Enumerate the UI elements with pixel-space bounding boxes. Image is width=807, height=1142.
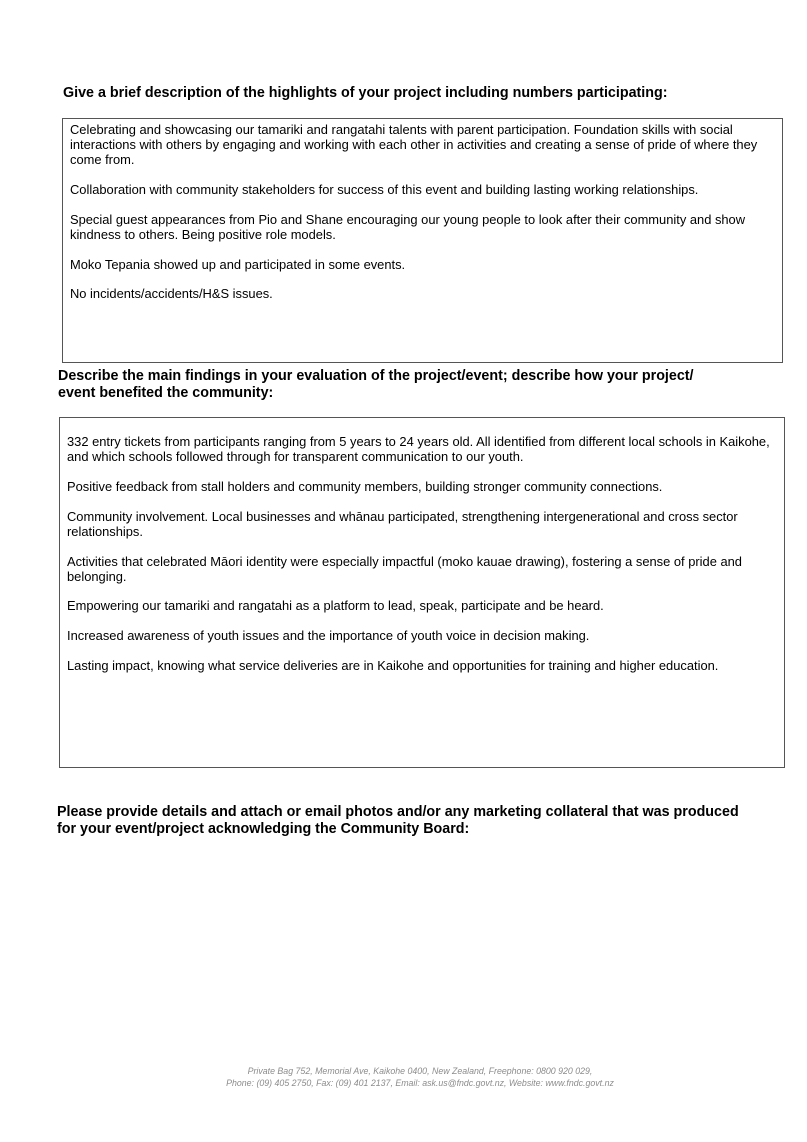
findings-heading-line: event benefited the community: (58, 385, 274, 401)
marketing-heading-line: for your event/project acknowledging the Community Board: (57, 821, 470, 837)
highlights-paragraph: No incidents/accidents/H&S issues. (70, 286, 273, 302)
findings-paragraph: Activities that celebrated Māori identity were especially impactful (moko kauae drawing), fostering a sense of pride and belonging. (67, 553, 742, 584)
findings-paragraph: 332 entry tickets from participants ranging from 5 years to 24 years old. All identified from different local schools in Kaikohe, and which schools followed through for transparent communication to our youth. (67, 434, 770, 465)
highlights-heading: Give a brief description of the highlights of your project including numbers participating: (63, 85, 668, 101)
findings-heading-line: Describe the main findings in your evaluation of the project/event; describe how your project/ (58, 368, 694, 384)
findings-paragraph: Positive feedback from stall holders and community members, building stronger community connections. (67, 478, 663, 494)
highlights-paragraph: Moko Tepania showed up and participated in some events. (70, 256, 406, 272)
findings-paragraph: Empowering our tamariki and rangatahi as a platform to lead, speak, participate and be heard. (67, 598, 604, 614)
contact-footer (180, 1065, 660, 1089)
footer-contact-line: Phone: (09) 405 2750, Fax: (09) 401 2137, Email: ask.us@fndc.govt.nz, Website: www.fndc.govt.nz (226, 1078, 614, 1088)
marketing-collateral-heading (57, 804, 777, 838)
findings-heading (58, 368, 758, 402)
findings-text-box[interactable] (59, 417, 785, 768)
findings-paragraph: Lasting impact, knowing what service deliveries are in Kaikohe and opportunities for training and higher education. (67, 657, 719, 673)
findings-paragraph: Increased awareness of youth issues and the importance of youth voice in decision making. (67, 628, 590, 644)
marketing-heading-line: Please provide details and attach or email photos and/or any marketing collateral that was produced (57, 804, 739, 820)
highlights-text-box[interactable] (62, 118, 783, 363)
highlights-paragraph: Special guest appearances from Pio and Shane encouraging our young people to look after their community and show kindness to others. Being positive role models. (70, 211, 746, 243)
highlights-paragraph: Celebrating and showcasing our tamariki and rangatahi talents with parent participation. Foundation skills with social interactions with others by engaging and working with each other in activities and creating a sense of pride of where they come from. (70, 122, 758, 168)
findings-paragraph: Community involvement. Local businesses and whānau participated, strengthening intergenerational and cross sector relationships. (67, 508, 738, 539)
highlights-paragraph: Collaboration with community stakeholders for success of this event and building lasting working relationships. (70, 182, 699, 198)
footer-address-line: Private Bag 752, Memorial Ave, Kaikohe 0400, New Zealand, Freephone: 0800 920 029, (247, 1066, 593, 1076)
